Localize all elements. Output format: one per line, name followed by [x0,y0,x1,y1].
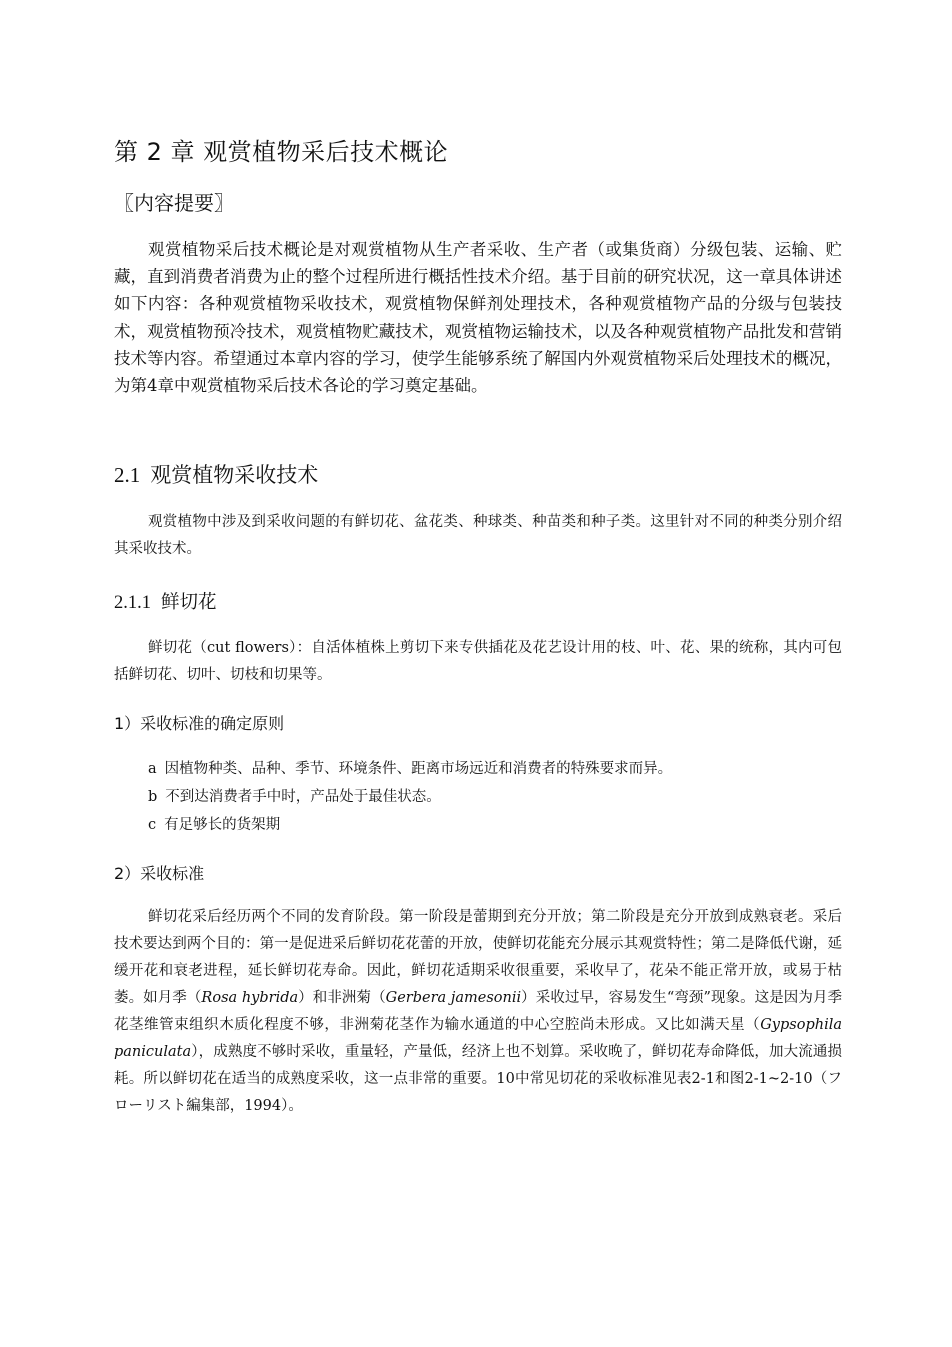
criteria-list [148,755,672,839]
section-title: 鲜切花 [161,592,217,613]
subsection-2-heading: 2）采收标准 [114,864,205,883]
section-2-1-heading [114,459,318,489]
section-number: 2.1.1 [114,593,151,613]
list-item: a 因植物种类、品种、季节、环境条件、距离市场远近和消费者的特殊要求而异。 [148,761,673,777]
latin-name: Gypsophila paniculata [114,1017,842,1060]
chapter-title: 第 2 章 观赏植物采后技术概论 [114,138,449,166]
subsection-2-paragraph: 鲜切花采后经历两个不同的发育阶段。第一阶段是蕾期到充分开放；第二阶段是充分开放到成熟衰老。采后技术要达到两个目的：第一是促进采后鲜切花花蕾的开放，使鲜切花能充分展示其观赏特性；第二是降低代谢，延缓开花和衰老进程，延长鲜切花寿命。因此，鲜切花适期采收很重要，采收早了，花朵不能正常开放，或易于枯萎。如月季（Rosa hybrida）和非洲菊（Gerbera jamesonii）采收过早，容易发生“弯颈”现象。这是因为月季花茎维管束组织木质化程度不够，非洲菊花茎作为输水通道的中心空腔尚未形成。又比如满天星（Gypsophila paniculata），成熟度不够时采收，重量轻，产量低，经济上也不划算。采收晚了，鲜切花寿命降低，加大流通损耗。所以鲜切花在适当的成熟度采收，这一点非常的重要。10中常见切花的采收标准见表2-1和图2-1~2-10（フローリスト編集部，1994）。 [114,909,843,1114]
section-number: 2.1 [114,463,141,487]
latin-name: Rosa hybrida [201,990,299,1006]
summary-paragraph: 观赏植物采后技术概论是对观赏植物从生产者采收、生产者（或集货商）分级包装、运输、贮藏，直到消费者消费为止的整个过程所进行概括性技术介绍。基于目前的研究状况，这一章具体讲述如下内容：各种观赏植物采收技术，观赏植物保鲜剂处理技术，各种观赏植物产品的分级与包装技术，观赏植物预冷技术，观赏植物贮藏技术，观赏植物运输技术，以及各种观赏植物产品批发和营销技术等内容。希望通过本章内容的学习，使学生能够系统了解国内外观赏植物采后处理技术的概况，为第4章中观赏植物采后技术各论的学习奠定基础。 [114,240,842,396]
section-2-1-1-paragraph: 鲜切花（cut flowers）：自活体植株上剪切下来专供插花及花艺设计用的枝、叶、花、果的统称，其内可包括鲜切花、切叶、切枝和切果等。 [114,640,842,683]
section-2-1-1-heading [114,588,217,614]
section-2-1-paragraph: 观赏植物中涉及到采收问题的有鲜切花、盆花类、种球类、种苗类和种子类。这里针对不同的种类分别介绍其采收技术。 [114,514,842,557]
list-item: b 不到达消费者手中时，产品处于最佳状态。 [148,789,441,805]
list-item: c 有足够长的货架期 [148,817,281,833]
summary-heading: 〖内容提要〗 [114,191,234,215]
subsection-1-heading: 1）采收标准的确定原则 [114,714,285,733]
section-title: 观赏植物采收技术 [150,463,319,487]
latin-name: Gerbera jamesonii [385,990,522,1006]
